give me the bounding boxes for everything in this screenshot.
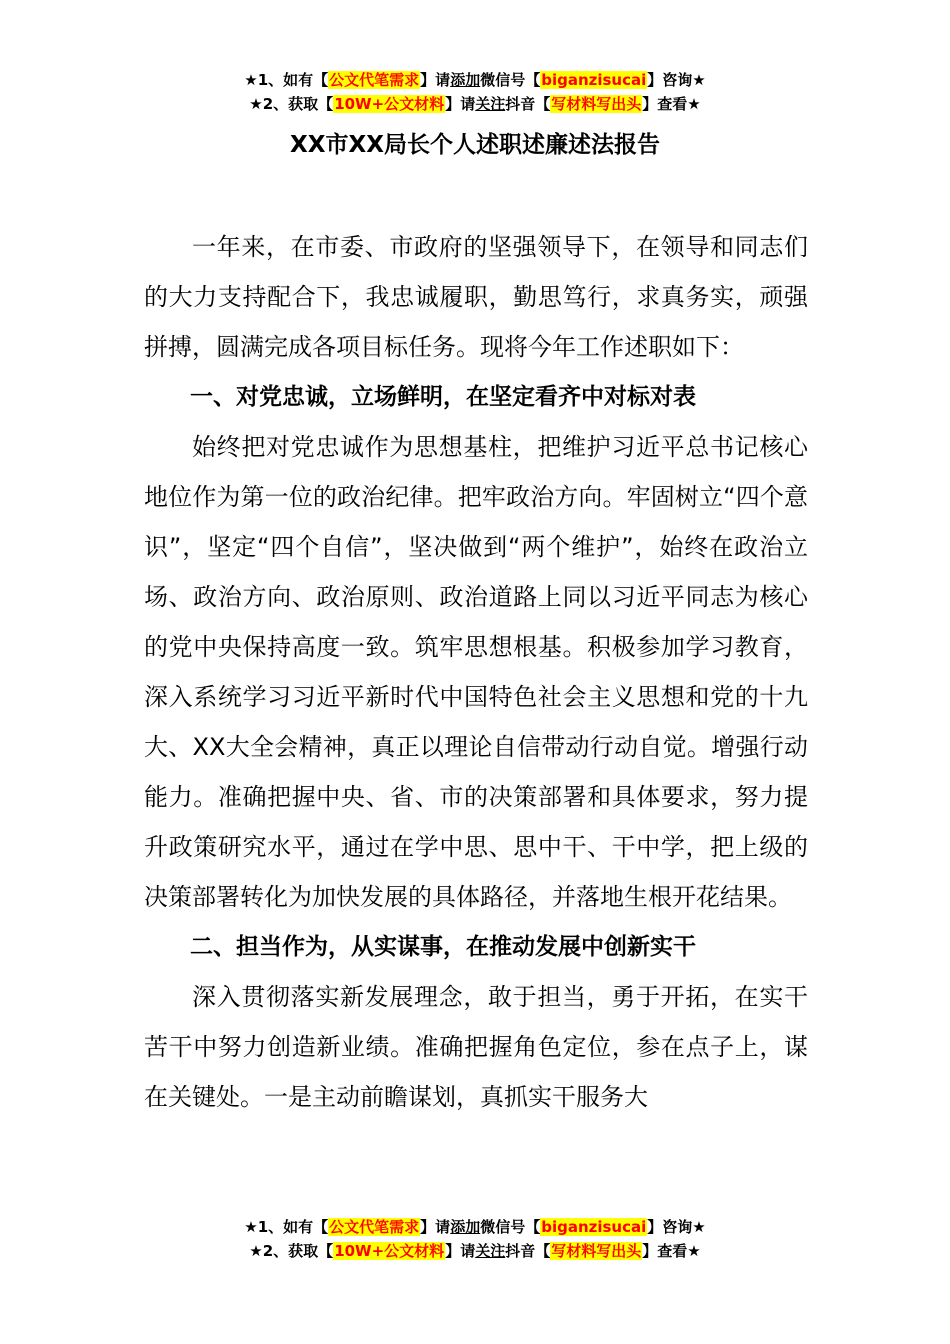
promo-text: 微信号【: [480, 71, 541, 89]
promo-text: 抖音【: [505, 95, 551, 113]
promo-highlight: biganzisucai: [541, 71, 647, 89]
promo-text: ★1、如有【: [244, 71, 329, 89]
promo-text: 】查看★: [642, 1242, 701, 1260]
promo-underlined: 关注: [475, 1242, 506, 1260]
promo-text: ★2、获取【: [249, 1242, 334, 1260]
promo-text: 】咨询★: [647, 1218, 706, 1236]
promo-highlight: 写材料写出头: [551, 1242, 642, 1260]
promo-underlined: 添加: [450, 71, 481, 89]
promo-line-2: [0, 1239, 950, 1263]
section-2-heading: 二、担当作为，从实谋事，在推动发展中创新实干: [190, 934, 696, 960]
promo-text: ★1、如有【: [244, 1218, 329, 1236]
promo-banner-top: [0, 68, 950, 116]
section-1-heading: 一、对党忠诚，立场鲜明，在坚定看齐中对标对表: [190, 384, 696, 410]
promo-highlight: 写材料写出头: [551, 95, 642, 113]
document-body: [144, 222, 808, 1122]
section-2-paragraph: 深入贯彻落实新发展理念，敢于担当，勇于开拓，在实干苦干中努力创造新业绩。准确把握角色定位，参在点子上，谋在关键处。一是主动前瞻谋划，真抓实干服务大: [144, 983, 808, 1111]
promo-underlined: 添加: [450, 1218, 481, 1236]
promo-highlight: 10W+公文材料: [334, 1242, 445, 1260]
promo-text: 】请: [420, 1218, 451, 1236]
section-1-paragraph: 始终把对党忠诚作为思想基柱，把维护习近平总书记核心地位作为第一位的政治纪律。把牢政治方向。牢固树立“四个意识”，坚定“四个自信”，坚决做到“两个维护”，始终在政治立场、政治方向、政治原则、政治道路上同以习近平同志为核心的党中央保持高度一致。筑牢思想根基。积极参加学习教育，深入系统学习习近平新时代中国特色社会主义思想和党的十九大、XX大全会精神，真正以理论自信带动行动自觉。增强行动能力。准确把握中央、省、市的决策部署和具体要求，努力提升政策研究水平，通过在学中思、思中干、干中学，把上级的决策部署转化为加快发展的具体路径，并落地生根开花结果。: [144, 433, 808, 911]
promo-underlined: 关注: [475, 95, 506, 113]
promo-text: 】请: [445, 1242, 476, 1260]
promo-highlight: 公文代笔需求: [329, 1218, 420, 1236]
promo-banner-bottom: [0, 1215, 950, 1263]
promo-line-2: [0, 92, 950, 116]
promo-text: 抖音【: [505, 1242, 551, 1260]
promo-text: 】咨询★: [647, 71, 706, 89]
promo-text: 微信号【: [480, 1218, 541, 1236]
intro-paragraph: 一年来，在市委、市政府的坚强领导下，在领导和同志们的大力支持配合下，我忠诚履职，勤思笃行，求真务实，顽强拼搏，圆满完成各项目标任务。现将今年工作述职如下：: [144, 233, 808, 361]
promo-text: 】请: [445, 95, 476, 113]
promo-text: ★2、获取【: [249, 95, 334, 113]
promo-highlight: 10W+公文材料: [334, 95, 445, 113]
promo-line-1: [0, 68, 950, 92]
document-title: XX市XX局长个人述职述廉述法报告: [290, 132, 660, 158]
promo-text: 】查看★: [642, 95, 701, 113]
promo-highlight: 公文代笔需求: [329, 71, 420, 89]
promo-line-1: [0, 1215, 950, 1239]
promo-highlight: biganzisucai: [541, 1218, 647, 1236]
promo-text: 】请: [420, 71, 451, 89]
